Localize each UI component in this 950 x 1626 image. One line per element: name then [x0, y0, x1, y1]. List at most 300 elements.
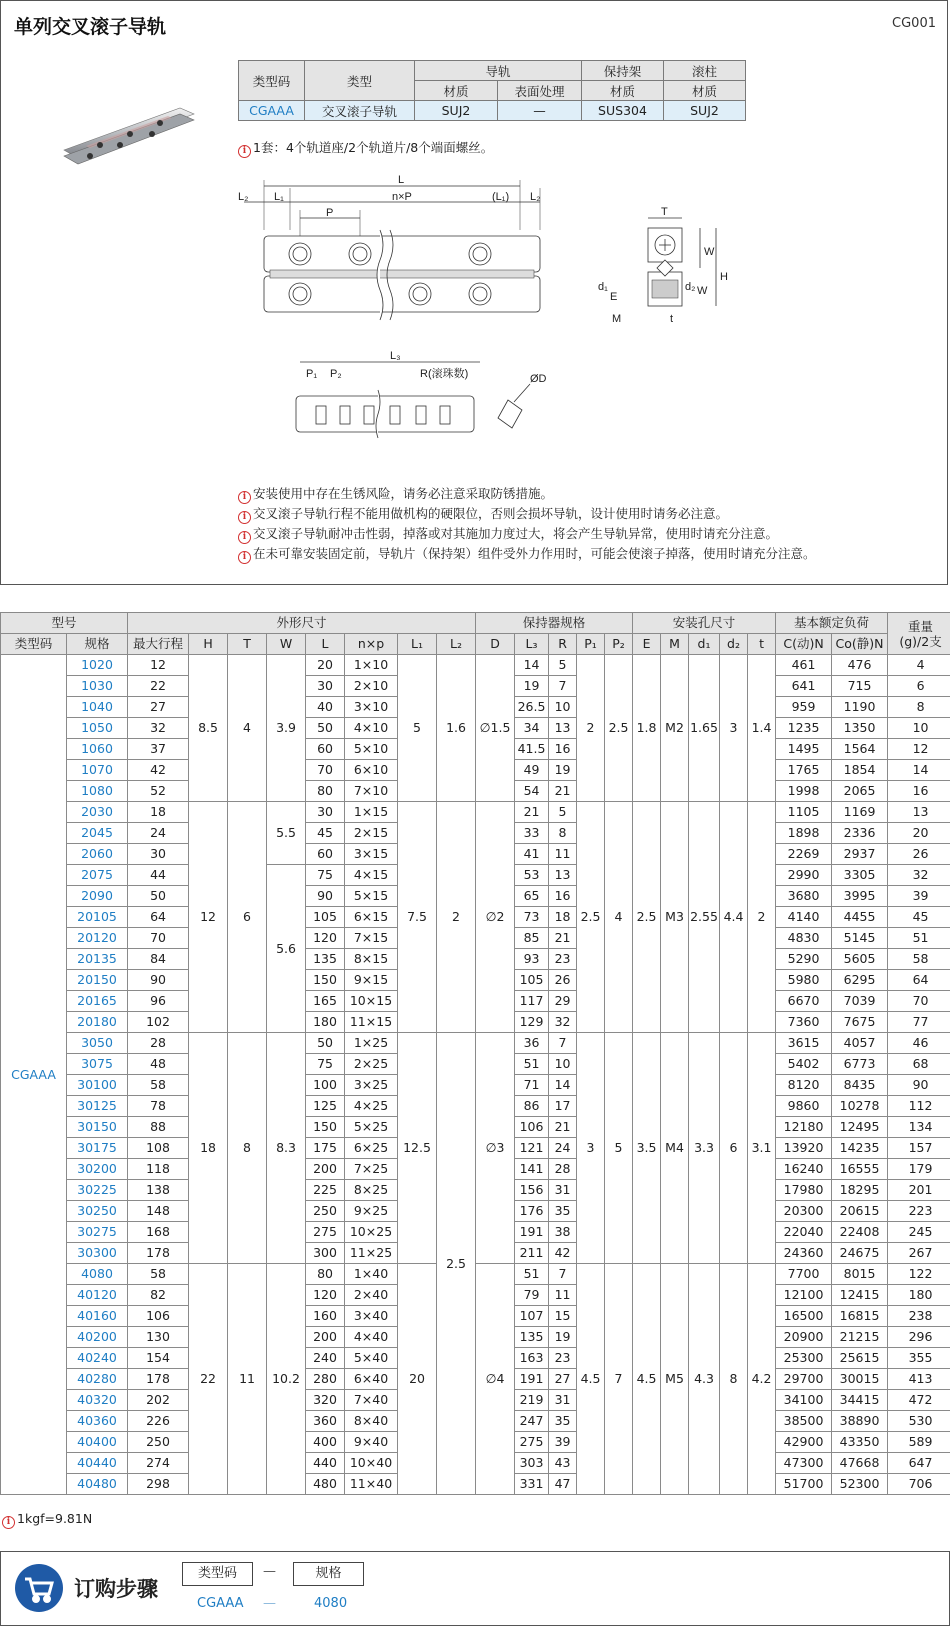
spec-link[interactable]: 40240	[67, 1348, 128, 1369]
spec-link[interactable]: 20120	[67, 928, 128, 949]
R-cell: 5	[549, 802, 577, 823]
spec-link[interactable]: 1040	[67, 697, 128, 718]
col-header-l: L	[306, 634, 345, 655]
L3-cell: 49	[515, 760, 549, 781]
col-header-r: R	[549, 634, 577, 655]
dim-D: ØD	[530, 373, 547, 385]
Co-static-cell: 5145	[832, 928, 888, 949]
spec-link[interactable]: 1050	[67, 718, 128, 739]
spec-link[interactable]: 30200	[67, 1159, 128, 1180]
spec-link[interactable]: 40120	[67, 1285, 128, 1306]
col-header-d2: d₂	[720, 634, 748, 655]
cart-icon	[15, 1564, 63, 1612]
dim-d1: d₁	[598, 281, 608, 293]
weight-cell: 647	[888, 1453, 950, 1474]
Co-static-cell: 7675	[832, 1012, 888, 1033]
P2-cell: 7	[605, 1264, 633, 1495]
nxp-cell: 7×25	[345, 1159, 398, 1180]
L-cell: 75	[306, 865, 345, 886]
nxp-cell: 7×40	[345, 1390, 398, 1411]
page-title: 单列交叉滚子导轨	[14, 16, 167, 38]
M-cell: M4	[661, 1033, 689, 1264]
d2-cell: 4.4	[720, 802, 748, 1033]
C-dynamic-cell: 12180	[776, 1117, 832, 1138]
C-dynamic-cell: 2990	[776, 865, 832, 886]
header-type: 类型	[305, 61, 415, 101]
L3-cell: 117	[515, 991, 549, 1012]
L3-cell: 53	[515, 865, 549, 886]
Co-static-cell: 1169	[832, 802, 888, 823]
header-retainer: 保持架	[582, 61, 664, 81]
nxp-cell: 7×15	[345, 928, 398, 949]
M-cell: M5	[661, 1264, 689, 1495]
R-cell: 47	[549, 1474, 577, 1495]
E-cell: 2.5	[633, 802, 661, 1033]
group-dims: 外形尺寸	[128, 613, 476, 634]
stroke-cell: 52	[128, 781, 189, 802]
R-cell: 24	[549, 1138, 577, 1159]
spec-link[interactable]: 30100	[67, 1075, 128, 1096]
spec-link[interactable]: 1030	[67, 676, 128, 697]
Co-static-cell: 22408	[832, 1222, 888, 1243]
weight-cell: 4	[888, 655, 950, 676]
stroke-cell: 82	[128, 1285, 189, 1306]
spec-link[interactable]: 30225	[67, 1180, 128, 1201]
Co-static-cell: 34415	[832, 1390, 888, 1411]
C-dynamic-cell: 461	[776, 655, 832, 676]
order-type-code-header: 类型码	[182, 1562, 253, 1586]
nxp-cell: 1×40	[345, 1264, 398, 1285]
spec-link[interactable]: 20135	[67, 949, 128, 970]
nxp-cell: 9×40	[345, 1432, 398, 1453]
R-cell: 5	[549, 655, 577, 676]
weight-cell: 16	[888, 781, 950, 802]
M-cell: M3	[661, 802, 689, 1033]
spec-link[interactable]: 20150	[67, 970, 128, 991]
stroke-cell: 58	[128, 1075, 189, 1096]
L1-cell: 12.5	[398, 1033, 437, 1264]
weight-cell: 46	[888, 1033, 950, 1054]
stroke-cell: 70	[128, 928, 189, 949]
C-dynamic-cell: 641	[776, 676, 832, 697]
L3-cell: 191	[515, 1369, 549, 1390]
spec-link[interactable]: 40320	[67, 1390, 128, 1411]
dim-H: H	[720, 271, 728, 283]
L-cell: 480	[306, 1474, 345, 1495]
spec-link[interactable]: 30125	[67, 1096, 128, 1117]
col-header-l3: L₃	[515, 634, 549, 655]
spec-link[interactable]: 1080	[67, 781, 128, 802]
spec-link[interactable]: 3075	[67, 1054, 128, 1075]
nxp-cell: 1×25	[345, 1033, 398, 1054]
L-cell: 165	[306, 991, 345, 1012]
d1-cell: 3.3	[689, 1033, 720, 1264]
dim-P2: P₂	[330, 368, 342, 380]
group-mount: 安装孔尺寸	[633, 613, 776, 634]
stroke-cell: 24	[128, 823, 189, 844]
stroke-cell: 118	[128, 1159, 189, 1180]
spec-link[interactable]: 2090	[67, 886, 128, 907]
info-icon: i	[238, 145, 251, 158]
group-retainer: 保持器规格	[476, 613, 633, 634]
R-cell: 31	[549, 1390, 577, 1411]
Co-static-cell: 20615	[832, 1201, 888, 1222]
R-cell: 7	[549, 1033, 577, 1054]
weight-cell: 122	[888, 1264, 950, 1285]
M-cell: M2	[661, 655, 689, 802]
E-cell: 4.5	[633, 1264, 661, 1495]
Co-static-cell: 4057	[832, 1033, 888, 1054]
L-cell: 275	[306, 1222, 345, 1243]
nxp-cell: 3×40	[345, 1306, 398, 1327]
E-cell: 1.8	[633, 655, 661, 802]
L1-cell: 5	[398, 655, 437, 802]
spec-link[interactable]: 40440	[67, 1453, 128, 1474]
R-cell: 21	[549, 1117, 577, 1138]
L3-cell: 191	[515, 1222, 549, 1243]
L-cell: 105	[306, 907, 345, 928]
D-cell: ∅4	[476, 1264, 515, 1495]
C-dynamic-cell: 12100	[776, 1285, 832, 1306]
L-cell: 90	[306, 886, 345, 907]
order-type-code-value[interactable]: CGAAA	[197, 1596, 244, 1611]
C-dynamic-cell: 38500	[776, 1411, 832, 1432]
nxp-cell: 1×10	[345, 655, 398, 676]
weight-cell: 238	[888, 1306, 950, 1327]
P2-cell: 5	[605, 1033, 633, 1264]
R-cell: 43	[549, 1453, 577, 1474]
P1-cell: 4.5	[577, 1264, 605, 1495]
R-cell: 23	[549, 1348, 577, 1369]
dim-L1-left: L₁	[274, 191, 284, 203]
T-cell: 8	[228, 1033, 267, 1264]
C-dynamic-cell: 959	[776, 697, 832, 718]
spec-link[interactable]: 1020	[67, 655, 128, 676]
note-text: 交叉滚子导轨耐冲击性弱，掉落或对其施加力度过大，将会产生导轨异常，使用时请充分注意。	[253, 526, 779, 541]
info-icon: i	[238, 551, 251, 564]
R-cell: 21	[549, 781, 577, 802]
dim-t: t	[670, 313, 674, 325]
order-value-separator: —	[263, 1596, 276, 1611]
stroke-cell: 274	[128, 1453, 189, 1474]
spec-link[interactable]: 40400	[67, 1432, 128, 1453]
spec-link[interactable]: 2060	[67, 844, 128, 865]
L-cell: 75	[306, 1054, 345, 1075]
order-steps-panel	[0, 1551, 950, 1626]
R-cell: 26	[549, 970, 577, 991]
L1-cell: 20	[398, 1264, 437, 1495]
stroke-cell: 106	[128, 1306, 189, 1327]
nxp-cell: 6×40	[345, 1369, 398, 1390]
nxp-cell: 10×25	[345, 1222, 398, 1243]
spec-link[interactable]: 30250	[67, 1201, 128, 1222]
retainer-material-value: SUS304	[582, 101, 664, 121]
Co-static-cell: 16815	[832, 1306, 888, 1327]
R-cell: 7	[549, 1264, 577, 1285]
Co-static-cell: 715	[832, 676, 888, 697]
d1-cell: 1.65	[689, 655, 720, 802]
E-cell: 3.5	[633, 1033, 661, 1264]
weight-cell: 64	[888, 970, 950, 991]
C-dynamic-cell: 1235	[776, 718, 832, 739]
stroke-cell: 64	[128, 907, 189, 928]
Co-static-cell: 18295	[832, 1180, 888, 1201]
C-dynamic-cell: 24360	[776, 1243, 832, 1264]
nxp-cell: 10×40	[345, 1453, 398, 1474]
dim-L1-right: (L₁)	[492, 191, 510, 203]
nxp-cell: 7×10	[345, 781, 398, 802]
type-code-link[interactable]: CGAAA	[239, 101, 305, 121]
Co-static-cell: 30015	[832, 1369, 888, 1390]
Co-static-cell: 1564	[832, 739, 888, 760]
L3-cell: 93	[515, 949, 549, 970]
Co-static-cell: 14235	[832, 1138, 888, 1159]
W-cell: 5.6	[267, 865, 306, 1033]
H-cell: 18	[189, 1033, 228, 1264]
spec-link[interactable]: 2030	[67, 802, 128, 823]
stroke-cell: 50	[128, 886, 189, 907]
L3-cell: 36	[515, 1033, 549, 1054]
L-cell: 180	[306, 1012, 345, 1033]
Co-static-cell: 3995	[832, 886, 888, 907]
C-dynamic-cell: 20900	[776, 1327, 832, 1348]
roller-material-value: SUJ2	[664, 101, 746, 121]
stroke-cell: 298	[128, 1474, 189, 1495]
weight-cell: 39	[888, 886, 950, 907]
col-header-w: W	[267, 634, 306, 655]
C-dynamic-cell: 3615	[776, 1033, 832, 1054]
Co-static-cell: 3305	[832, 865, 888, 886]
L3-cell: 211	[515, 1243, 549, 1264]
unit-note-text: 1kgf=9.81N	[17, 1511, 93, 1526]
L3-cell: 156	[515, 1180, 549, 1201]
stroke-cell: 18	[128, 802, 189, 823]
weight-cell: 14	[888, 760, 950, 781]
col-header-p2: P₂	[605, 634, 633, 655]
note-item	[238, 504, 816, 524]
D-cell: ∅1.5	[476, 655, 515, 802]
spec-link[interactable]: 2045	[67, 823, 128, 844]
note-text: 交叉滚子导轨行程不能用做机构的硬限位，否则会损坏导轨，设计使用时请务必注意。	[253, 506, 729, 521]
L-cell: 200	[306, 1327, 345, 1348]
weight-cell: 45	[888, 907, 950, 928]
C-dynamic-cell: 13920	[776, 1138, 832, 1159]
R-cell: 38	[549, 1222, 577, 1243]
set-note	[238, 138, 493, 158]
nxp-cell: 4×25	[345, 1096, 398, 1117]
C-dynamic-cell: 4830	[776, 928, 832, 949]
stroke-cell: 250	[128, 1432, 189, 1453]
R-cell: 8	[549, 823, 577, 844]
L3-cell: 129	[515, 1012, 549, 1033]
material-table	[238, 60, 746, 121]
spec-link[interactable]: 40480	[67, 1474, 128, 1495]
weight-cell: 472	[888, 1390, 950, 1411]
C-dynamic-cell: 1898	[776, 823, 832, 844]
D-cell: ∅2	[476, 802, 515, 1033]
L3-cell: 86	[515, 1096, 549, 1117]
Co-static-cell: 1350	[832, 718, 888, 739]
Co-static-cell: 16555	[832, 1159, 888, 1180]
L3-cell: 163	[515, 1348, 549, 1369]
type-code-link[interactable]: CGAAA	[1, 655, 67, 1495]
weight-cell: 12	[888, 739, 950, 760]
L3-cell: 14	[515, 655, 549, 676]
spec-link[interactable]: 30150	[67, 1117, 128, 1138]
Co-static-cell: 24675	[832, 1243, 888, 1264]
L-cell: 320	[306, 1390, 345, 1411]
stroke-cell: 154	[128, 1348, 189, 1369]
L3-cell: 73	[515, 907, 549, 928]
L2-cell: 2.5	[437, 1033, 476, 1495]
stroke-cell: 22	[128, 676, 189, 697]
L3-cell: 303	[515, 1453, 549, 1474]
T-cell: 4	[228, 655, 267, 802]
col-header-type_code: 类型码	[1, 634, 67, 655]
Co-static-cell: 6295	[832, 970, 888, 991]
col-header-m: M	[661, 634, 689, 655]
Co-static-cell: 476	[832, 655, 888, 676]
nxp-cell: 8×25	[345, 1180, 398, 1201]
dim-L: L	[398, 174, 405, 186]
stroke-cell: 30	[128, 844, 189, 865]
stroke-cell: 130	[128, 1327, 189, 1348]
R-cell: 17	[549, 1096, 577, 1117]
nxp-cell: 4×15	[345, 865, 398, 886]
stroke-cell: 108	[128, 1138, 189, 1159]
L3-cell: 41.5	[515, 739, 549, 760]
weight-cell: 179	[888, 1159, 950, 1180]
C-dynamic-cell: 5980	[776, 970, 832, 991]
dim-L3: L₃	[390, 350, 401, 362]
L3-cell: 275	[515, 1432, 549, 1453]
W-cell: 5.5	[267, 802, 306, 865]
R-cell: 31	[549, 1180, 577, 1201]
col-header-stroke: 最大行程	[128, 634, 189, 655]
spec-link[interactable]: 20165	[67, 991, 128, 1012]
R-cell: 10	[549, 1054, 577, 1075]
C-dynamic-cell: 6670	[776, 991, 832, 1012]
weight-cell: 245	[888, 1222, 950, 1243]
weight-cell: 26	[888, 844, 950, 865]
Co-static-cell: 2065	[832, 781, 888, 802]
spec-link[interactable]: 3050	[67, 1033, 128, 1054]
L3-cell: 219	[515, 1390, 549, 1411]
type-value: 交叉滚子导轨	[305, 101, 415, 121]
P2-cell: 4	[605, 802, 633, 1033]
col-header-nxp: n×p	[345, 634, 398, 655]
C-dynamic-cell: 5290	[776, 949, 832, 970]
spec-link[interactable]: 20105	[67, 907, 128, 928]
L3-cell: 41	[515, 844, 549, 865]
spec-link[interactable]: 4080	[67, 1264, 128, 1285]
col-header-e: E	[633, 634, 661, 655]
L3-cell: 247	[515, 1411, 549, 1432]
rail-material-value: SUJ2	[415, 101, 498, 121]
L3-cell: 105	[515, 970, 549, 991]
order-spec-header: 规格	[293, 1562, 364, 1586]
col-header-l2: L₂	[437, 634, 476, 655]
P1-cell: 2	[577, 655, 605, 802]
order-spec-value[interactable]: 4080	[314, 1596, 348, 1611]
weight-cell: 32	[888, 865, 950, 886]
L-cell: 160	[306, 1306, 345, 1327]
spec-link[interactable]: 30175	[67, 1138, 128, 1159]
spec-link[interactable]: 30275	[67, 1222, 128, 1243]
spec-link[interactable]: 20180	[67, 1012, 128, 1033]
t-cell: 1.4	[748, 655, 776, 802]
nxp-cell: 11×15	[345, 1012, 398, 1033]
L-cell: 80	[306, 1264, 345, 1285]
L3-cell: 21	[515, 802, 549, 823]
Co-static-cell: 2937	[832, 844, 888, 865]
nxp-cell: 6×10	[345, 760, 398, 781]
stroke-cell: 202	[128, 1390, 189, 1411]
weight-cell: 70	[888, 991, 950, 1012]
product-photo	[60, 98, 200, 170]
spec-link[interactable]: 40360	[67, 1411, 128, 1432]
Co-static-cell: 47668	[832, 1453, 888, 1474]
col-header-l1: L₁	[398, 634, 437, 655]
Co-static-cell: 4455	[832, 907, 888, 928]
spec-link[interactable]: 2075	[67, 865, 128, 886]
spec-link[interactable]: 40280	[67, 1369, 128, 1390]
L-cell: 70	[306, 760, 345, 781]
nxp-cell: 3×15	[345, 844, 398, 865]
L3-cell: 54	[515, 781, 549, 802]
Co-static-cell: 7039	[832, 991, 888, 1012]
dim-M: M	[612, 313, 622, 325]
catalog-code: CG001	[892, 16, 936, 31]
C-dynamic-cell: 9860	[776, 1096, 832, 1117]
Co-static-cell: 52300	[832, 1474, 888, 1495]
P1-cell: 2.5	[577, 802, 605, 1033]
L-cell: 240	[306, 1348, 345, 1369]
weight-cell: 180	[888, 1285, 950, 1306]
stroke-cell: 42	[128, 760, 189, 781]
L3-cell: 19	[515, 676, 549, 697]
R-cell: 23	[549, 949, 577, 970]
spec-link[interactable]: 30300	[67, 1243, 128, 1264]
C-dynamic-cell: 47300	[776, 1453, 832, 1474]
d2-cell: 3	[720, 655, 748, 802]
L-cell: 50	[306, 718, 345, 739]
weight-cell: 20	[888, 823, 950, 844]
nxp-cell: 5×40	[345, 1348, 398, 1369]
R-cell: 27	[549, 1369, 577, 1390]
t-cell: 4.2	[748, 1264, 776, 1495]
L-cell: 360	[306, 1411, 345, 1432]
stroke-cell: 226	[128, 1411, 189, 1432]
spec-link[interactable]: 40160	[67, 1306, 128, 1327]
d1-cell: 2.55	[689, 802, 720, 1033]
C-dynamic-cell: 51700	[776, 1474, 832, 1495]
spec-link[interactable]: 1070	[67, 760, 128, 781]
W-cell: 8.3	[267, 1033, 306, 1264]
W-cell: 10.2	[267, 1264, 306, 1495]
P2-cell: 2.5	[605, 655, 633, 802]
d1-cell: 4.3	[689, 1264, 720, 1495]
stroke-cell: 138	[128, 1180, 189, 1201]
spec-link[interactable]: 40200	[67, 1327, 128, 1348]
L1-cell: 7.5	[398, 802, 437, 1033]
C-dynamic-cell: 25300	[776, 1348, 832, 1369]
dim-d2: d₂	[685, 281, 696, 293]
spec-link[interactable]: 1060	[67, 739, 128, 760]
H-cell: 22	[189, 1264, 228, 1495]
Co-static-cell: 1190	[832, 697, 888, 718]
L-cell: 60	[306, 844, 345, 865]
